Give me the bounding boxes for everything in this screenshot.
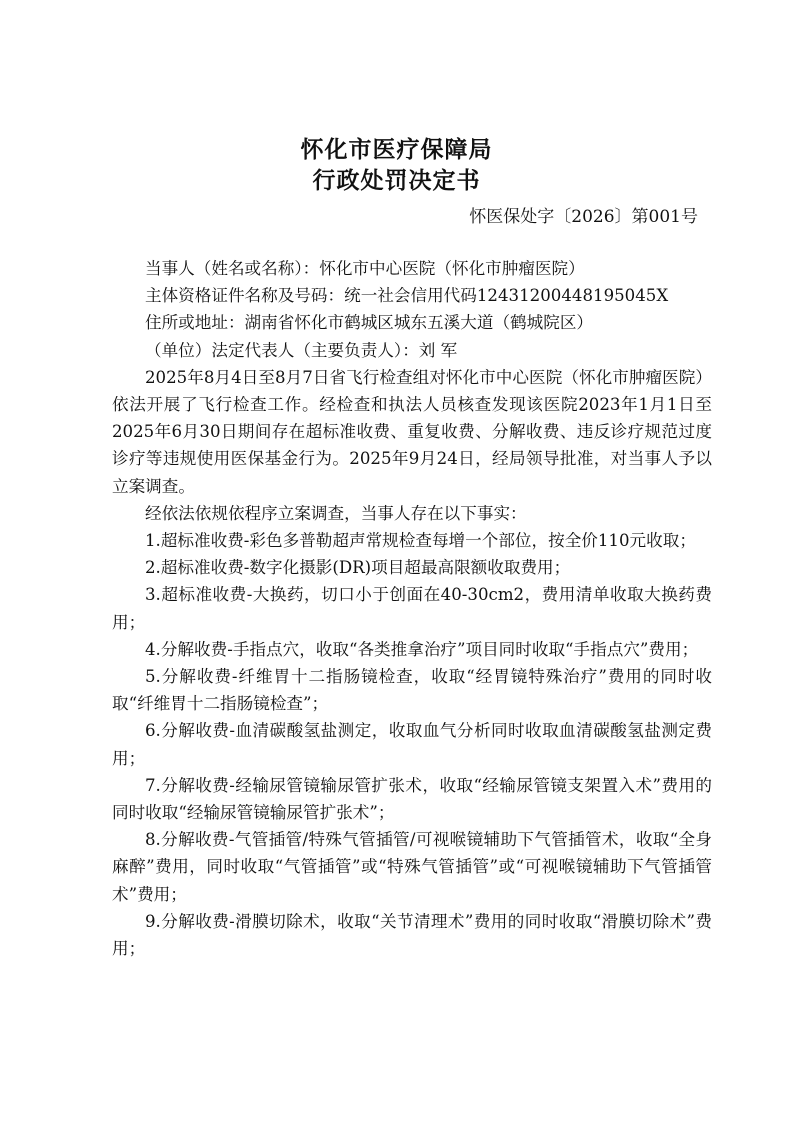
fact-item: 4.分解收费-手指点穴，收取“各类推拿治疗”项目同时收取“手指点穴”费用； [145, 639, 699, 659]
party-certificate: 主体资格证件名称及号码：统一社会信用代码12431200448195045X [145, 286, 669, 306]
fact-item: 3.超标准收费-大换药，切口小于创面在40-30cm2，费用清单收取大换药费用； [112, 585, 712, 632]
party-address: 住所或地址：湖南省怀化市鹤城区城东五溪大道（鹤城院区） [145, 313, 594, 333]
agency-title: 怀化市医疗保障局 [300, 136, 493, 163]
document-number: 怀医保处字〔2026〕第001号 [469, 207, 698, 227]
case-introduction: 2025年8月4日至8月7日省飞行检查组对怀化市中心医院（怀化市肿瘤医院）依法开展了飞行检查工作。经检查和执法人员核查发现该医院2023年1月1日至2025年6月30日期间存在超标准收费、重复收费、分解收费、违反诊疗规范过度诊疗等违规使用医保基金行为。2025年9月24日，经局领导批准，对当事人予以立案调查。 [112, 367, 712, 496]
fact-item: 6.分解收费-血清碳酸氢盐测定，收取血气分析同时收取血清碳酸氢盐测定费用； [112, 721, 712, 768]
document-body [112, 255, 712, 962]
document-type-title: 行政处罚决定书 [312, 167, 481, 194]
facts-introduction: 经依法依规依程序立案调查，当事人存在以下事实： [145, 503, 527, 523]
party-legal-representative: （单位）法定代表人（主要负责人）：刘 军 [145, 340, 458, 360]
party-name: 当事人（姓名或名称）：怀化市中心医院（怀化市肿瘤医院） [145, 259, 585, 278]
fact-item: 8.分解收费-气管插管/特殊气管插管/可视喉镜辅助下气管插管术，收取“全身麻醉”费用，同时收取“气管插管”或“特殊气管插管”或“可视喉镜辅助下气管插管术”费用； [112, 830, 712, 904]
fact-item: 2.超标准收费-数字化摄影(DR)项目超最高限额收取费用； [145, 558, 571, 578]
fact-item: 1.超标准收费-彩色多普勒超声常规检查每增一个部位，按全价110元收取； [145, 531, 696, 551]
fact-item: 9.分解收费-滑膜切除术，收取“关节清理术”费用的同时收取“滑膜切除术”费用； [112, 911, 712, 959]
fact-item: 5.分解收费-纤维胃十二指肠镜检查，收取“经胃镜特殊治疗”费用的同时收取“纤维胃十二指肠镜检查”； [112, 667, 712, 714]
fact-item: 7.分解收费-经输尿管镜输尿管扩张术，收取“经输尿管镜支架置入术”费用的同时收取“经输尿管镜输尿管扩张术”； [112, 775, 712, 823]
